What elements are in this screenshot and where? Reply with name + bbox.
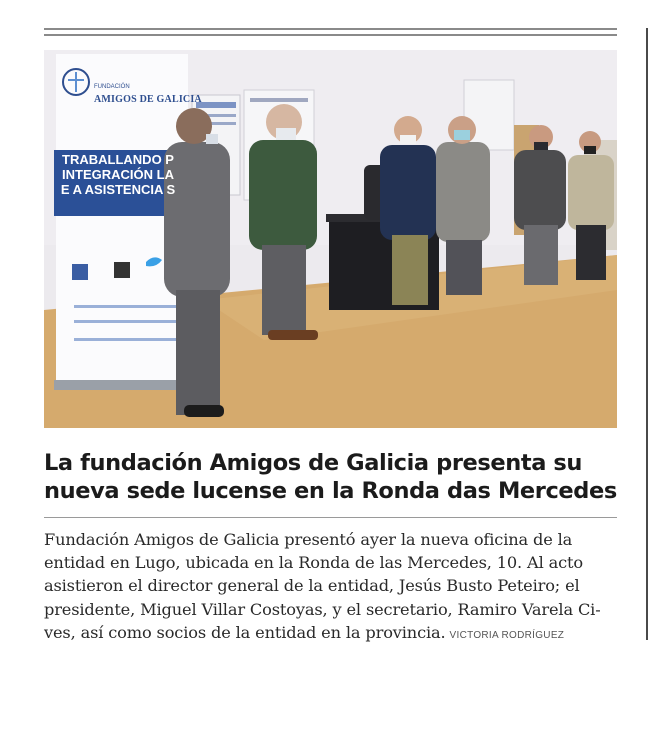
body-line: presidente, Miguel Villar Costoyas, y el secretario, Ramiro Varela Ci- [44,599,601,619]
headline-line: nueva sede lucense en la Ronda das Mercedes [44,478,617,504]
body-line: asistieron el director general de la entidad, Jesús Busto Peteiro; el [44,576,580,596]
article-headline [44,449,619,505]
headline-rule [44,517,617,518]
body-line-last [44,621,619,647]
body-line: ves, así como socios de la entidad en la provincia. [44,622,446,642]
column-rule [646,28,648,640]
news-photo [44,50,617,428]
banner-slogan [58,152,178,214]
banner-org-name: AMIGOS DE GALICIA [94,94,202,105]
banner-slogan-line: TRABALLANDO P [62,152,174,167]
banner-slogan-line: E A ASISTENCIA S [60,182,176,197]
banner-slogan-line: INTEGRACIÓN LA [62,167,174,182]
top-rule [44,28,617,36]
photo-illustration [44,50,617,428]
body-line: entidad en Lugo, ubicada en la Ronda de las Mercedes, 10. Al acto [44,553,583,573]
article-body [44,528,619,647]
photo-credit: VICTORIA RODRÍGUEZ [449,629,565,641]
body-line: Fundación Amigos de Galicia presentó ayer la nueva oficina de la [44,530,573,549]
headline-line: La fundación Amigos de Galicia presenta su [44,450,583,476]
banner-org-small: FUNDACIÓN [94,84,130,90]
